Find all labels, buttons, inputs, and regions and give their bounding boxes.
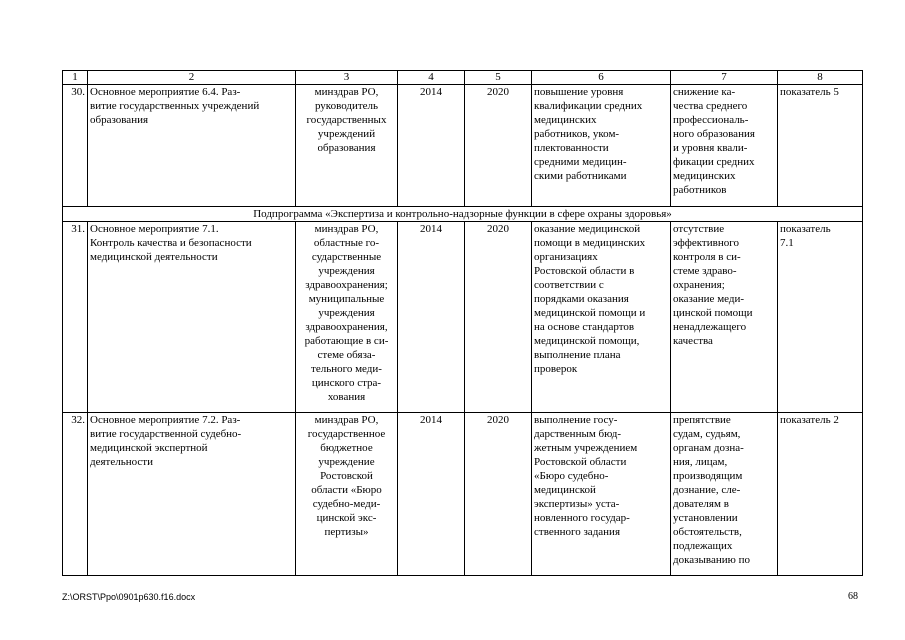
expected-result-line: скими работниками — [534, 170, 627, 182]
indicator-line: показатель 2 — [780, 414, 839, 426]
executor-line: государственных — [306, 114, 387, 126]
table-row — [63, 85, 863, 207]
subprogram-title: Подпрограмма «Экспертиза и контрольно-надзорные функции в сфере охраны здоровья» — [63, 207, 863, 222]
end-year: 2020 — [465, 222, 532, 413]
executor — [296, 413, 398, 576]
consequence-line: стеме здраво- — [673, 265, 737, 277]
executor-line: учреждения — [318, 307, 375, 319]
expected-result-line: оказание медицинской — [534, 223, 641, 235]
measure-name-line: Основное мероприятие 7.2. Раз- — [90, 414, 241, 426]
subprogram-row — [63, 207, 863, 222]
column-number: 6 — [532, 71, 671, 85]
executor — [296, 85, 398, 207]
indicator — [778, 413, 863, 576]
executor-line: пертизы» — [324, 526, 369, 538]
measure-name-line: образования — [90, 114, 149, 126]
measure-name-line: Основное мероприятие 7.1. — [90, 223, 219, 235]
consequence — [671, 85, 778, 207]
expected-result-line: средними медицин- — [534, 156, 627, 168]
column-number: 2 — [88, 71, 296, 85]
executor-line: цинской экс- — [316, 512, 377, 524]
expected-result — [532, 413, 671, 576]
executor-line: сударственные — [311, 251, 382, 263]
consequence-line: профессиональ- — [673, 114, 749, 126]
executor-line: учреждение — [318, 456, 375, 468]
measure-name-line: Контроль качества и безопасности — [90, 237, 252, 249]
measure-name — [88, 413, 296, 576]
expected-result-line: организациях — [534, 251, 598, 263]
consequence-line: дознание, сле- — [673, 484, 741, 496]
expected-result-line: медицинских — [534, 114, 597, 126]
start-year: 2014 — [398, 222, 465, 413]
expected-result-line: экспертизы» уста- — [534, 498, 620, 510]
consequence — [671, 222, 778, 413]
executor-line: учреждения — [318, 265, 375, 277]
expected-result-line: плектованности — [534, 142, 609, 154]
row-number: 30. — [63, 85, 88, 207]
column-number: 3 — [296, 71, 398, 85]
table-row — [63, 222, 863, 413]
expected-result-line: квалификации средних — [534, 100, 643, 112]
executor-line: здравоохранения; — [305, 279, 388, 291]
consequence-line: оказание меди- — [673, 293, 745, 305]
document-file-path: Z:\ORST\Ppo\0901p630.f16.docx — [62, 592, 196, 602]
column-number: 1 — [63, 71, 88, 85]
consequence-line: подлежащих — [673, 540, 733, 552]
consequence-line: ненадлежащего — [673, 321, 747, 333]
expected-result-line: новленного государ- — [534, 512, 630, 524]
executor-line: государственное — [307, 428, 386, 440]
indicator — [778, 222, 863, 413]
consequence-line: чества среднего — [673, 100, 748, 112]
measure-name-line: медицинской деятельности — [90, 251, 218, 263]
expected-result-line: дарственным бюд- — [534, 428, 622, 440]
consequence-line: ного образования — [673, 128, 755, 140]
expected-result-line: помощи в медицинских — [534, 237, 646, 249]
expected-result-line: «Бюро судебно- — [534, 470, 609, 482]
measure-name-line: деятельности — [90, 456, 153, 468]
consequence-line: ния, лицам, — [673, 456, 728, 468]
expected-result-line: работников, уком- — [534, 128, 620, 140]
consequence-line: производящим — [673, 470, 743, 482]
expected-result-line: медицинской помощи и — [534, 307, 646, 319]
expected-result-line: проверок — [534, 363, 578, 375]
consequence-line: снижение ка- — [673, 86, 736, 98]
row-number: 31. — [63, 222, 88, 413]
executor — [296, 222, 398, 413]
executor-line: минздрав РО, — [314, 86, 379, 98]
executor-line: судебно-меди- — [312, 498, 381, 510]
column-number: 4 — [398, 71, 465, 85]
expected-result-line: медицинской — [534, 484, 596, 496]
measure-name — [88, 222, 296, 413]
executor-line: бюджетное — [320, 442, 373, 454]
expected-result-line: медицинской помощи, — [534, 335, 640, 347]
expected-result-line: Ростовской области в — [534, 265, 635, 277]
column-number: 7 — [671, 71, 778, 85]
expected-result-line: на основе стандартов — [534, 321, 635, 333]
expected-result-line: жетным учреждением — [534, 442, 638, 454]
consequence-line: органам дозна- — [673, 442, 744, 454]
executor-line: области «Бюро — [311, 484, 382, 496]
consequence-line: дователям в — [673, 498, 729, 510]
measure-name-line: витие государственной судебно- — [90, 428, 242, 440]
column-number: 8 — [778, 71, 863, 85]
consequence-line: контроля в си- — [673, 251, 741, 263]
consequence-line: отсутствие — [673, 223, 725, 235]
table-body — [63, 71, 863, 576]
consequence-line: медицинских — [673, 170, 736, 182]
consequence — [671, 413, 778, 576]
consequence-line: и уровня квали- — [673, 142, 748, 154]
executor-line: работающие в си- — [304, 335, 389, 347]
expected-result-line: выполнение плана — [534, 349, 621, 361]
consequence-line: охранения; — [673, 279, 725, 291]
executor-line: Ростовской — [320, 470, 373, 482]
consequence-line: работников — [673, 184, 727, 196]
measure-name-line: Основное мероприятие 6.4. Раз- — [90, 86, 241, 98]
column-number-header-row — [63, 71, 863, 85]
consequence-line: установлении — [673, 512, 738, 524]
executor-line: минздрав РО, — [314, 414, 379, 426]
program-measures-table — [62, 70, 863, 576]
consequence-line: судам, судьям, — [673, 428, 741, 440]
executor-line: хования — [327, 391, 366, 403]
measure-name-line: витие государственных учреждений — [90, 100, 260, 112]
measure-name-line: медицинской экспертной — [90, 442, 208, 454]
executor-line: тельного меди- — [311, 363, 382, 375]
expected-result-line: выполнение госу- — [534, 414, 618, 426]
executor-line: минздрав РО, — [314, 223, 379, 235]
executor-line: муниципальные — [308, 293, 385, 305]
start-year: 2014 — [398, 413, 465, 576]
table-row — [63, 413, 863, 576]
indicator-line: показатель 5 — [780, 86, 839, 98]
indicator — [778, 85, 863, 207]
measure-name — [88, 85, 296, 207]
expected-result-line: повышение уровня — [534, 86, 624, 98]
expected-result-line: Ростовской области — [534, 456, 627, 468]
expected-result — [532, 222, 671, 413]
page-number: 68 — [848, 591, 858, 602]
expected-result-line: ственного задания — [534, 526, 621, 538]
consequence-line: качества — [673, 335, 713, 347]
consequence-line: цинской помощи — [673, 307, 753, 319]
consequence-line: препятствие — [673, 414, 731, 426]
end-year: 2020 — [465, 85, 532, 207]
executor-line: цинского стра- — [311, 377, 382, 389]
consequence-line: доказыванию по — [673, 554, 750, 566]
expected-result-line: соответствии с — [534, 279, 604, 291]
executor-line: учреждений — [317, 128, 376, 140]
indicator-line: показатель — [780, 223, 831, 235]
executor-line: областные го- — [313, 237, 380, 249]
start-year: 2014 — [398, 85, 465, 207]
expected-result — [532, 85, 671, 207]
executor-line: образования — [317, 142, 376, 154]
expected-result-line: порядками оказания — [534, 293, 629, 305]
indicator-line: 7.1 — [780, 237, 794, 249]
consequence-line: фикации средних — [673, 156, 755, 168]
row-number: 32. — [63, 413, 88, 576]
executor-line: руководитель — [314, 100, 379, 112]
executor-line: стеме обяза- — [317, 349, 376, 361]
consequence-line: эффективного — [673, 237, 739, 249]
end-year: 2020 — [465, 413, 532, 576]
consequence-line: обстоятельств, — [673, 526, 742, 538]
column-number: 5 — [465, 71, 532, 85]
executor-line: здравоохранения, — [305, 321, 388, 333]
